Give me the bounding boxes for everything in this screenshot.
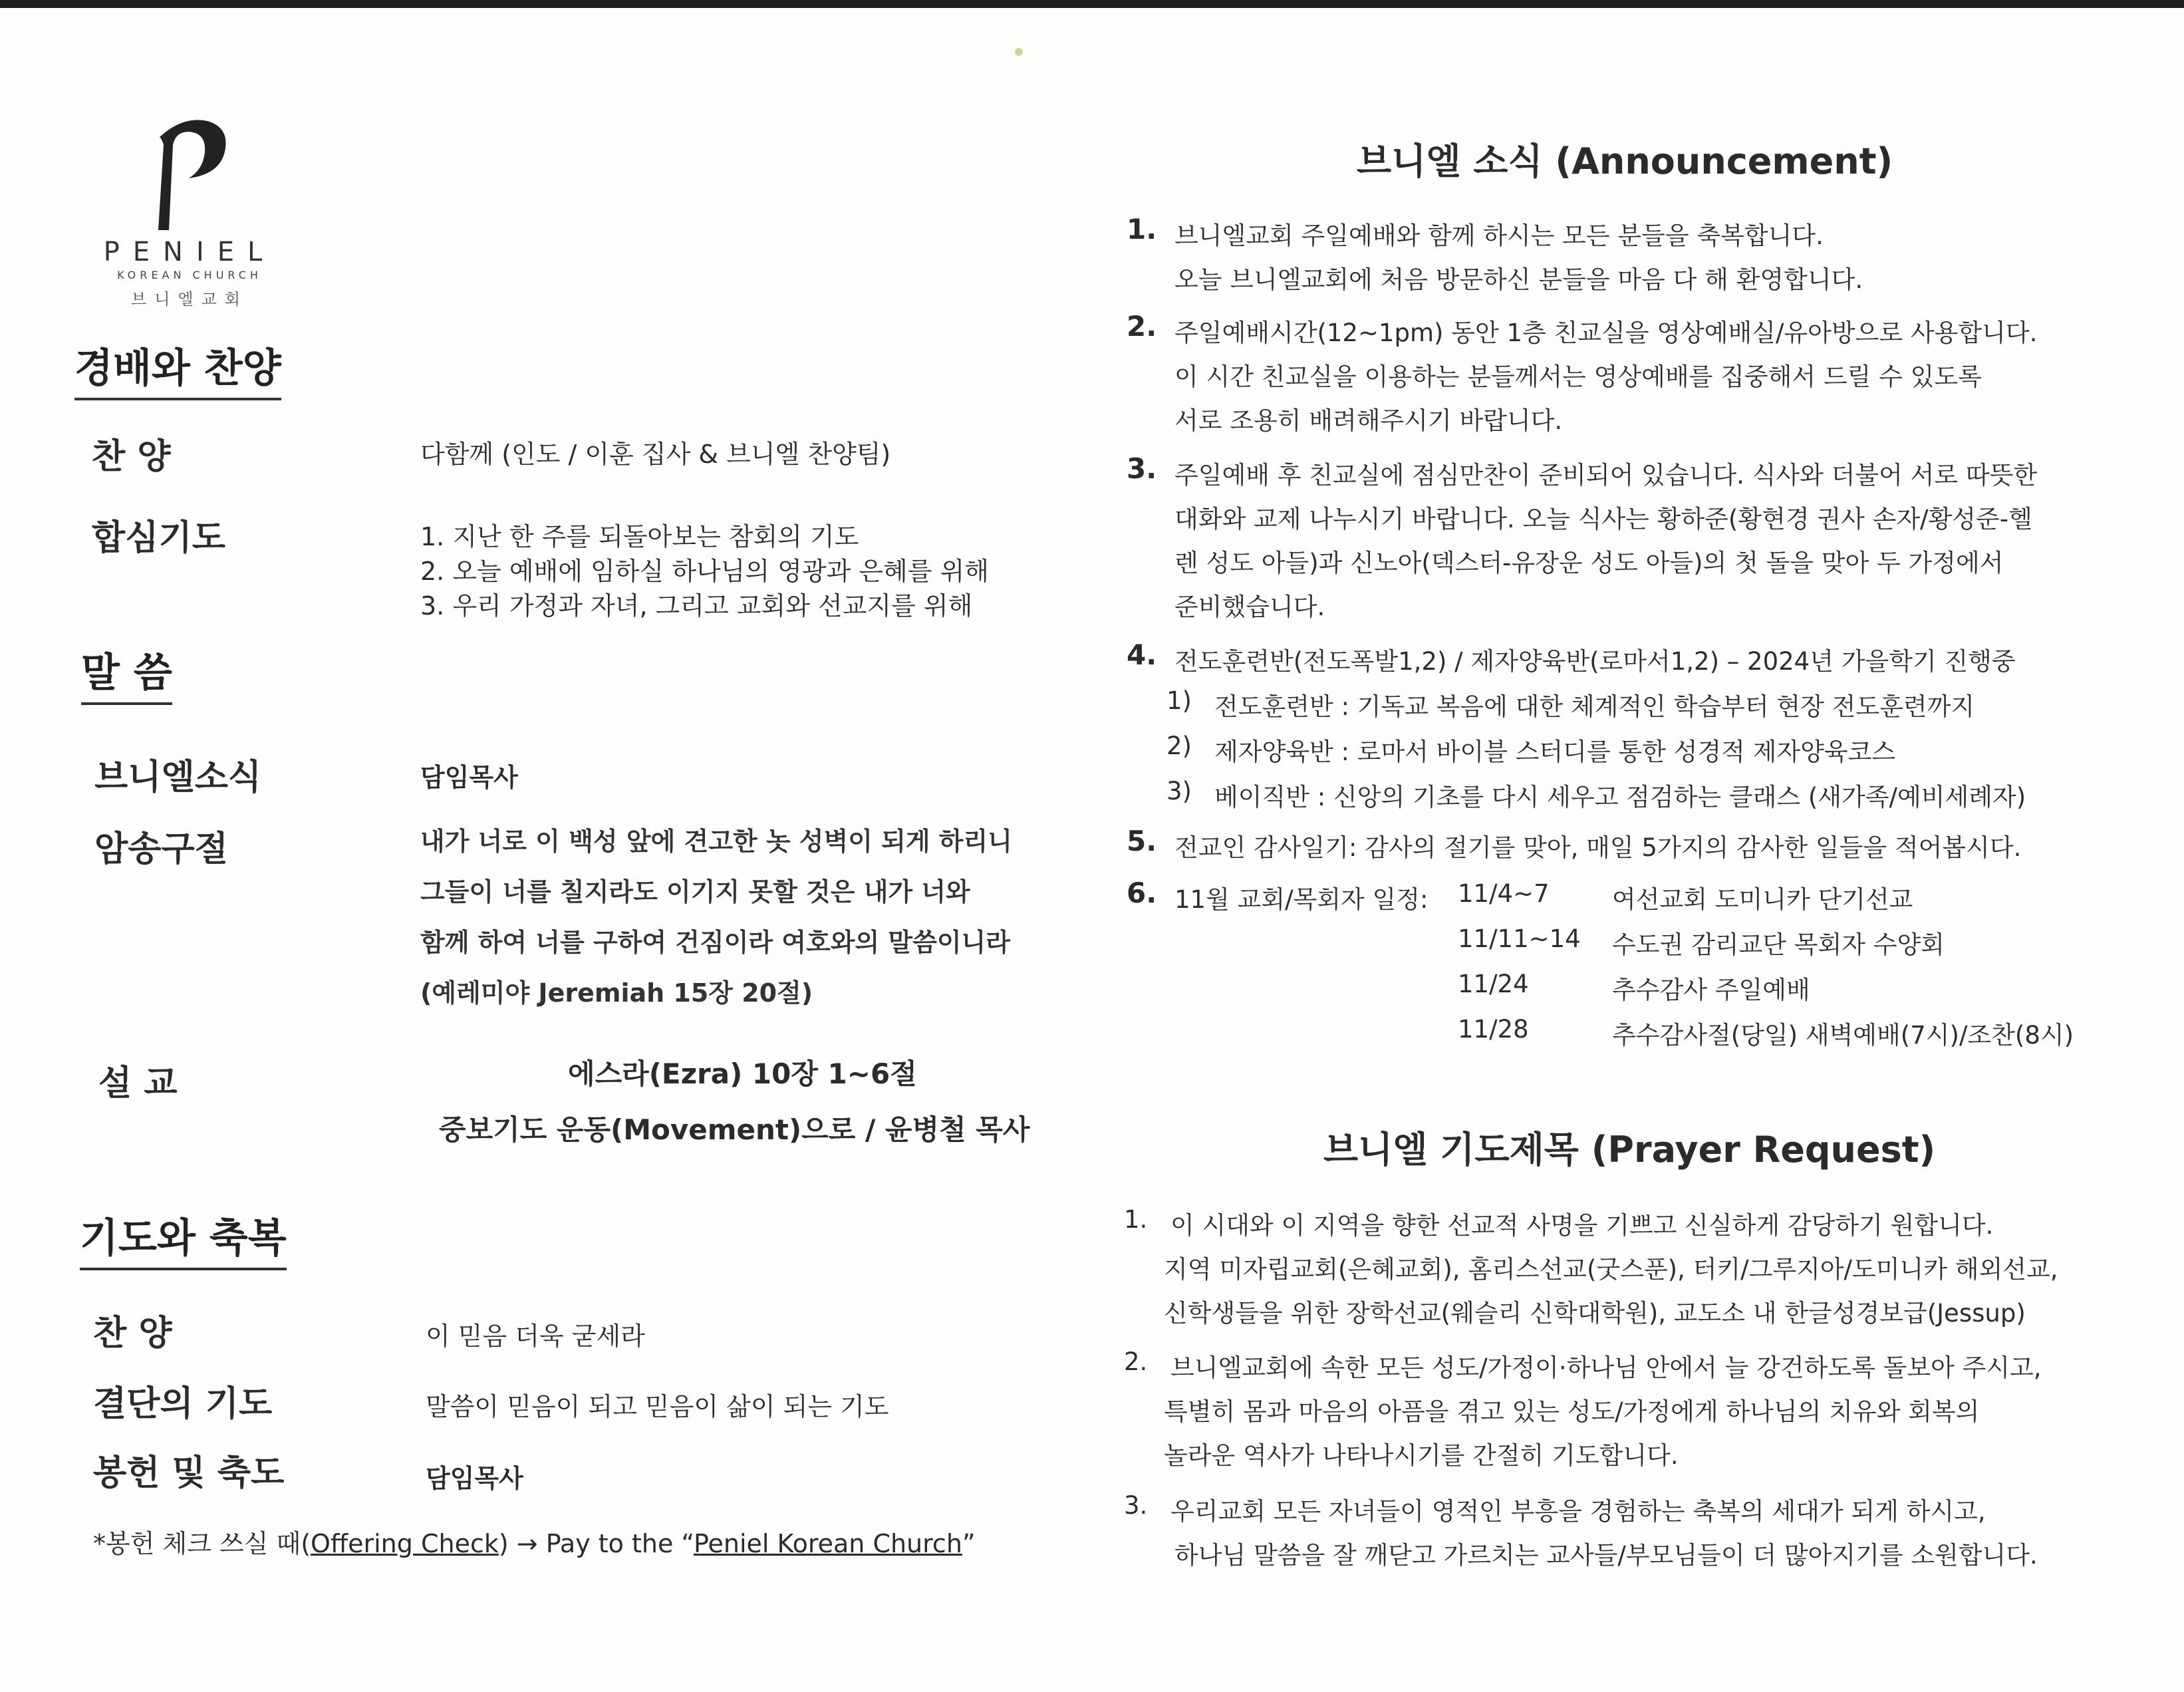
peniel-p-logo-icon [146, 113, 233, 233]
announcement-2-line-1: 주일예배시간(12~1pm) 동안 1층 친교실을 영상예배실/유아방으로 사용합니다. [1174, 319, 2038, 347]
unison-prayer-item-2: 2. 오늘 예배에 임하실 하나님의 영광과 은혜를 위해 [420, 557, 989, 586]
schedule-4-date: 11/28 [1458, 1015, 1529, 1044]
announcement-6-line-1: 11월 교회/목회자 일정: [1174, 885, 1429, 914]
church-logo [100, 113, 279, 313]
resolve-prayer-label: 결단의 기도 [93, 1384, 273, 1424]
section-worship-title: 경배와 찬양 [74, 337, 281, 400]
announcement-4-line-1: 전도훈련반(전도폭발1,2) / 제자양육반(로마서1,2) – 2024년 가을학기 진행중 [1174, 647, 2016, 676]
sermon-label: 설 교 [98, 1063, 178, 1103]
sermon-title: 중보기도 운동(Movement)으로 / 윤병철 목사 [439, 1113, 1030, 1146]
class-2-number: 2) [1166, 732, 1192, 760]
unison-prayer-label: 합심기도 [92, 518, 225, 558]
announcement-1-line-1: 브니엘교회 주일예배와 함께 하시는 모든 분들을 축복합니다. [1174, 221, 1824, 250]
offering-check-note [93, 1523, 976, 1560]
news-label: 브니엘소식 [94, 758, 262, 797]
memory-verse-line-1: 내가 너로 이 백성 앞에 견고한 놋 성벽이 되게 하리니 [420, 827, 1012, 856]
class-3-number: 3) [1166, 777, 1192, 805]
announcement-1-line-2: 오늘 브니엘교회에 처음 방문하신 분들을 마음 다 해 환영합니다. [1174, 265, 1863, 294]
prayer-1-number: 1. [1124, 1205, 1148, 1234]
class-3-text: 베이직반 : 신앙의 기초를 다시 세우고 점검하는 클래스 (새가족/예비세례자) [1214, 783, 2026, 811]
memory-verse-line-2: 그들이 너를 칠지라도 이기지 못할 것은 내가 너와 [420, 877, 970, 907]
schedule-2-desc: 수도권 감리교단 목회자 수양회 [1612, 930, 1945, 959]
class-2-text: 제자양육반 : 로마서 바이블 스터디를 통한 성경적 제자양육코스 [1214, 738, 1896, 766]
class-1-number: 1) [1166, 686, 1192, 715]
offering-benediction-label: 봉헌 및 축도 [93, 1453, 285, 1493]
logo-name: PENIEL [103, 237, 276, 267]
announcement-3-line-3: 렌 성도 아들)과 신노아(덱스터-유장운 성도 아들)의 첫 돌을 맞아 두 가정에서 [1174, 549, 2004, 577]
prayer-3-number: 3. [1124, 1491, 1148, 1520]
praise-label: 찬 양 [92, 437, 171, 477]
announcement-5-line-1: 전교인 감사일기: 감사의 절기를 맞아, 매일 5가지의 감사한 일들을 적어봅시다. [1174, 833, 2022, 862]
announcement-2-line-3: 서로 조용히 배려해주시기 바랍니다. [1174, 406, 1563, 435]
prayer-3-line-2: 하나님 말씀을 잘 깨닫고 가르치는 교사들/부모님들이 더 많아지기를 소원합니다. [1174, 1541, 2038, 1570]
memory-verse-line-3: 함께 하여 너를 구하여 건짐이라 여호와의 말씀이니라 [420, 928, 1010, 957]
announcement-2-line-2: 이 시간 친교실을 이용하는 분들께서는 영상예배를 집중해서 드릴 수 있도록 [1174, 362, 1982, 391]
logo-subtitle: KOREAN CHURCH [117, 269, 262, 281]
schedule-1-desc: 여선교회 도미니카 단기선교 [1612, 885, 1913, 914]
announcement-4-number: 4. [1127, 638, 1157, 671]
praise-value: 다함께 (인도 / 이훈 집사 & 브니엘 찬양팀) [420, 440, 891, 469]
closing-praise-value: 이 믿음 더욱 굳세라 [426, 1322, 645, 1351]
announcement-3-line-1: 주일예배 후 친교실에 점심만찬이 준비되어 있습니다. 식사와 더불어 서로 따뜻한 [1174, 461, 2038, 490]
section-word-title: 말 씀 [81, 641, 172, 705]
note-suffix: ” [962, 1529, 976, 1558]
prayer-2-line-3: 놀라운 역사가 나타나시기를 간절히 기도합니다. [1164, 1441, 1679, 1470]
schedule-4-desc: 추수감사절(당일) 새벽예배(7시)/조찬(8시) [1612, 1021, 2074, 1050]
note-offering-check: Offering Check [311, 1529, 499, 1558]
announcement-3-line-2: 대화와 교제 나누시기 바랍니다. 오늘 식사는 황하준(황현경 권사 손자/황성준-헬 [1174, 505, 2032, 533]
section-blessing-title: 기도와 축복 [80, 1206, 287, 1270]
prayer-1-line-2: 지역 미자립교회(은혜교회), 홈리스선교(굿스푼), 터키/그루지아/도미니카 해외선교, [1164, 1255, 2058, 1284]
order-of-service [0, 0, 1077, 1692]
prayer-2-line-2: 특별히 몸과 마음의 아픔을 겪고 있는 성도/가정에게 하나님의 치유와 회복의 [1164, 1397, 1980, 1426]
note-payee: Peniel Korean Church [693, 1529, 962, 1558]
prayer-3-line-1: 우리교회 모든 자녀들이 영적인 부흥을 경험하는 축복의 세대가 되게 하시고, [1170, 1497, 1986, 1526]
unison-prayer-item-3: 3. 우리 가정과 자녀, 그리고 교회와 선교지를 위해 [420, 591, 973, 621]
note-prefix: *봉헌 체크 쓰실 때( [93, 1529, 311, 1558]
class-1-text: 전도훈련반 : 기독교 복음에 대한 체계적인 학습부터 현장 전도훈련까지 [1214, 692, 1975, 721]
prayer-2-number: 2. [1124, 1347, 1148, 1376]
sermon-passage: 에스라(Ezra) 10장 1~6절 [568, 1058, 917, 1090]
prayer-2-line-1: 브니엘교회에 속한 모든 성도/가정이·하나님 안에서 늘 강건하도록 돌보아 주시고, [1170, 1353, 2042, 1382]
announcement-3-line-4: 준비했습니다. [1174, 593, 1325, 621]
news-value: 담임목사 [420, 763, 518, 792]
resolve-prayer-value: 말씀이 믿음이 되고 믿음이 삶이 되는 기도 [426, 1392, 889, 1421]
schedule-3-desc: 추수감사 주일예배 [1612, 976, 1810, 1004]
closing-praise-label: 찬 양 [93, 1314, 172, 1353]
announcement-1-number: 1. [1127, 213, 1157, 245]
announcement-6-number: 6. [1127, 877, 1157, 909]
announcement-3-number: 3. [1127, 452, 1157, 485]
prayer-1-line-1: 이 시대와 이 지역을 향한 선교적 사명을 기쁘고 신실하게 감당하기 원합니다. [1170, 1211, 1994, 1240]
note-middle: ) → Pay to the “ [498, 1529, 694, 1558]
announcements-and-prayer [1077, 0, 2184, 1692]
memory-verse-reference: (예레미야 Jeremiah 15장 20절) [420, 978, 813, 1008]
announcement-2-number: 2. [1127, 310, 1157, 343]
unison-prayer-item-1: 1. 지난 한 주를 되돌아보는 참회의 기도 [420, 522, 859, 551]
schedule-2-date: 11/11~14 [1458, 924, 1581, 953]
logo-korean-name: 브니엘교회 [131, 290, 248, 309]
memory-verse-label: 암송구절 [94, 829, 228, 869]
offering-benediction-value: 담임목사 [426, 1464, 523, 1493]
prayer-1-line-3: 신학생들을 위한 장학선교(웨슬리 신학대학원), 교도소 내 한글성경보급(Jessup) [1164, 1299, 2026, 1328]
prayer-request-heading: 브니엘 기도제목 (Prayer Request) [1323, 1129, 1936, 1171]
schedule-3-date: 11/24 [1458, 970, 1529, 998]
announcement-5-number: 5. [1127, 825, 1157, 857]
announcement-heading: 브니엘 소식 (Announcement) [1357, 140, 1893, 182]
schedule-1-date: 11/4~7 [1458, 879, 1550, 908]
